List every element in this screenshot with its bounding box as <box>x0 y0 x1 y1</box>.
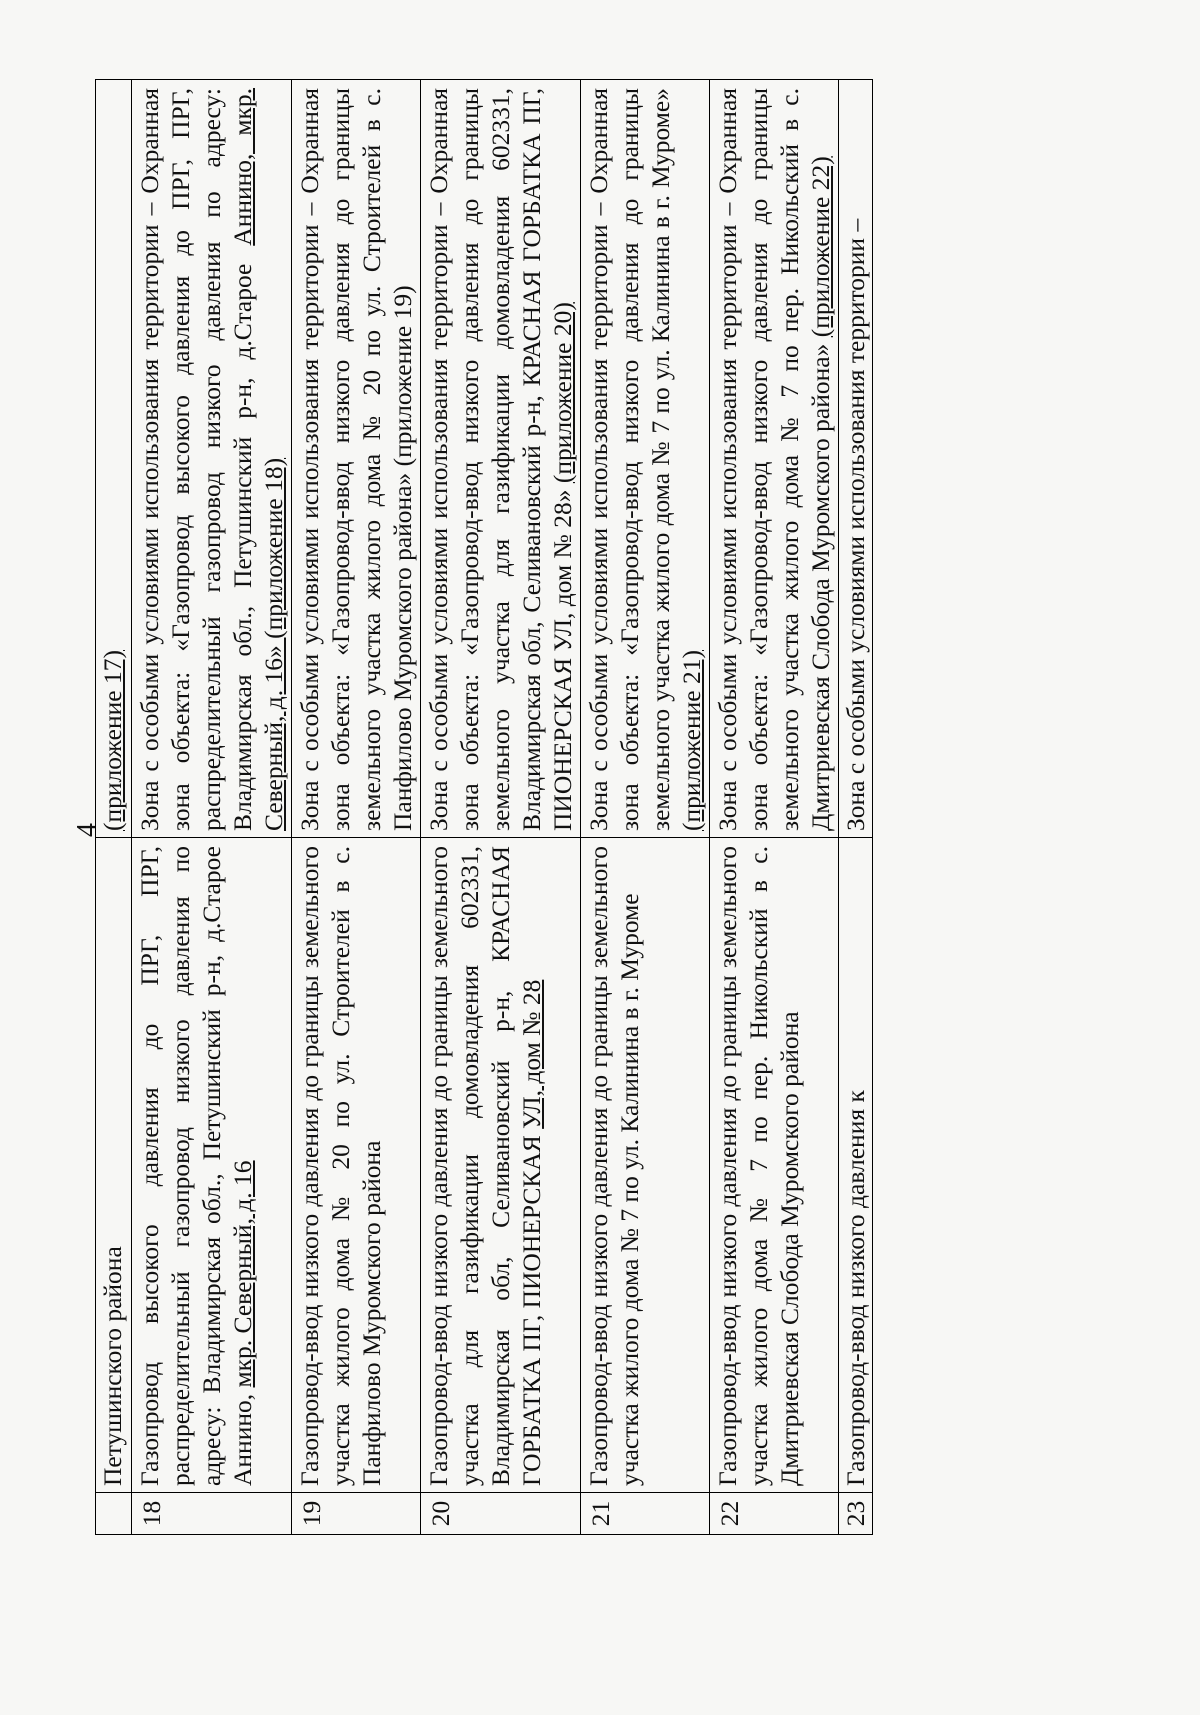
name-cell: Газопровод-ввод низкого давления до границы земельного участка жилого дома № 20 по ул. Строителей в с. Панфилово Муромского района <box>292 838 421 1493</box>
name-text-underlined: УЛ, дом № 28 <box>517 979 546 1129</box>
zone-cell <box>710 80 839 838</box>
num-cell: 18 <box>132 1493 292 1535</box>
zone-cell <box>96 80 132 838</box>
name-cell <box>132 838 292 1493</box>
table-row <box>710 80 839 1535</box>
name-cell <box>96 838 132 1493</box>
num-cell: 22 <box>710 1493 839 1535</box>
table-row <box>581 80 710 1535</box>
object-table <box>95 79 873 1535</box>
num-cell: 23 <box>839 1493 873 1535</box>
zone-text-underlined: (приложение 22) <box>806 156 835 338</box>
num-cell <box>96 1493 132 1535</box>
zone-text-underlined: Аннино, мкр. Северный, д. 16» (приложение 18) <box>228 87 288 831</box>
table-row <box>292 80 421 1535</box>
name-text: Газопровод высокого давления до ПРГ, ПРГ, распределительный газопровод низкого давления по адресу: Владимирская обл., Петушинский р-н, д.Старое Аннино, <box>135 846 257 1486</box>
table-row <box>421 80 581 1535</box>
zone-cell <box>421 80 581 838</box>
zone-text: Зона с особыми условиями использования территории – Охранная зона объекта: «Газопровод высокого давления до ПРГ, ПРГ, распределительный газопровод низкого давления по адресу: Владимирская обл., Петушинский р-н, д.Старое <box>135 88 257 831</box>
table-row <box>839 80 873 1535</box>
name-cell: Газопровод-ввод низкого давления до границы земельного участка жилого дома № 7 по ул. Калинина в г. Муроме <box>581 838 710 1493</box>
zone-cell: Зона с особыми условиями использования территории – Охранная зона объекта: «Газопровод-ввод низкого давления до границы земельного участка жилого дома № 20 по ул. Строителей в с. Панфилово Муромского района» (приложение 19) <box>292 80 421 838</box>
name-cell <box>421 838 581 1493</box>
num-cell: 21 <box>581 1493 710 1535</box>
table-row-continuation <box>96 80 132 1535</box>
zone-cell: Зона с особыми условиями использования территории – <box>839 80 873 838</box>
num-cell: 20 <box>421 1493 581 1535</box>
name-text-underlined: мкр. Северный, д. 16 <box>228 1160 257 1388</box>
page-number: 4 <box>72 823 103 837</box>
name-text: Петушинского района <box>98 1246 127 1486</box>
zone-text: Зона с особыми условиями использования территории – Охранная зона объекта: «Газопровод-ввод низкого давления до границы земельного участка для газификации домовладения 602331, Владимирская обл, Селивановский р-н, КРАСНАЯ ГОРБАТКА ПГ, ПИОНЕРСКАЯ УЛ, дом № 28» <box>424 88 577 831</box>
zone-text: (приложение 17) <box>98 650 127 831</box>
name-cell: Газопровод-ввод низкого давления до границы земельного участка жилого дома № 7 по пер. Никольский в с. Дмитриевская Слобода Муромского района <box>710 838 839 1493</box>
zone-cell <box>581 80 710 838</box>
zone-text-underlined: (приложение 20) <box>548 302 577 484</box>
name-cell: Газопровод-ввод низкого давления к <box>839 838 873 1493</box>
table-row <box>132 80 292 1535</box>
name-text: Газопровод-ввод низкого давления до границы земельного участка для газификации домовладения 602331, Владимирская обл, Селивановский р-н, КРАСНАЯ ГОРБАТКА ПГ, ПИОНЕРСКАЯ <box>424 846 546 1486</box>
num-cell: 19 <box>292 1493 421 1535</box>
zone-cell <box>132 80 292 838</box>
zone-text: Зона с особыми условиями использования территории – Охранная зона объекта: «Газопровод-ввод низкого давления до границы земельного участка жилого дома № 7 по ул. Калинина в г. Муроме» <box>584 88 675 831</box>
zone-text-underlined: (приложение 21) <box>677 650 706 831</box>
zone-text: Зона с особыми условиями использования территории – Охранная зона объекта: «Газопровод-ввод низкого давления до границы земельного участка жилого дома № 7 по пер. Никольский в с. Дмитриевская Слобода Муромского района» <box>713 88 835 831</box>
